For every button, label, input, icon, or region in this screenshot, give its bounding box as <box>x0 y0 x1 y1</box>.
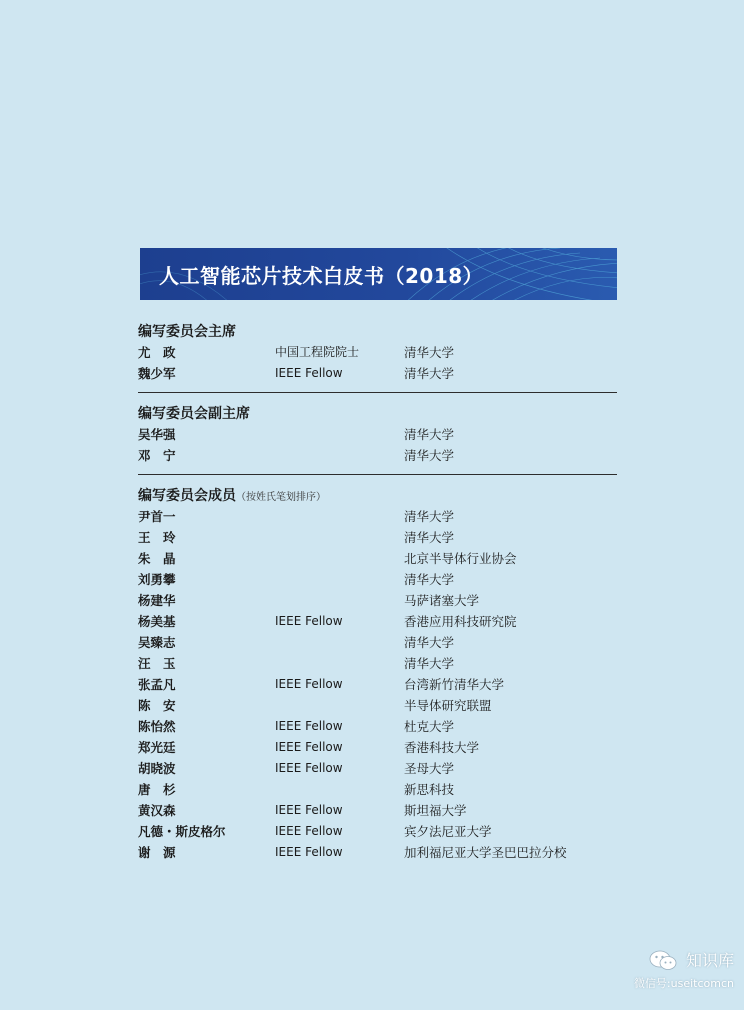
member-name: 凡德・斯皮格尔 <box>138 824 226 839</box>
watermark-subtitle: 微信号:useitcomcn <box>633 977 734 990</box>
member-org: 清华大学 <box>404 427 455 442</box>
member-title: IEEE Fellow <box>275 719 343 733</box>
member-row <box>138 842 617 863</box>
member-row <box>138 674 617 695</box>
member-org: 杜克大学 <box>404 719 455 734</box>
member-org: 清华大学 <box>404 530 455 545</box>
member-name: 胡晓波 <box>138 761 176 776</box>
member-org: 新思科技 <box>404 782 455 797</box>
document-title: 人工智能芯片技术白皮书（2018） <box>159 264 484 288</box>
member-row <box>138 716 617 737</box>
member-name: 魏少军 <box>138 366 176 381</box>
member-row <box>138 590 617 611</box>
member-name: 邓 宁 <box>138 448 176 463</box>
section-vice-chairs <box>138 404 617 466</box>
member-row <box>138 445 617 466</box>
member-name: 陈 安 <box>138 698 176 713</box>
member-name: 黄汉森 <box>138 803 176 818</box>
member-org: 宾夕法尼亚大学 <box>404 824 492 839</box>
section-title: 编写委员会主席 <box>138 324 236 340</box>
member-org: 北京半导体行业协会 <box>404 551 517 566</box>
member-row <box>138 424 617 445</box>
member-org: 半导体研究联盟 <box>404 698 492 713</box>
member-org: 香港科技大学 <box>404 740 480 755</box>
member-name: 尤 政 <box>138 345 176 360</box>
section-divider <box>138 392 617 393</box>
section-chairs <box>138 322 617 384</box>
member-org: 清华大学 <box>404 366 455 381</box>
member-row <box>138 653 617 674</box>
member-org: 清华大学 <box>404 509 455 524</box>
section-title: 编写委员会副主席 <box>138 406 250 422</box>
sort-order-note: （按姓氏笔划排序） <box>236 492 326 503</box>
member-name: 郑光廷 <box>138 740 176 755</box>
member-name: 陈怡然 <box>138 719 176 734</box>
section-divider <box>138 474 617 475</box>
member-name: 杨美基 <box>138 614 176 629</box>
member-name: 尹首一 <box>138 509 176 524</box>
member-org: 圣母大学 <box>404 761 455 776</box>
member-title: IEEE Fellow <box>275 803 343 817</box>
wechat-icon <box>648 949 678 971</box>
member-org: 斯坦福大学 <box>404 803 467 818</box>
member-org: 马萨诸塞大学 <box>404 593 480 608</box>
member-name: 刘勇攀 <box>138 572 176 587</box>
member-row <box>138 695 617 716</box>
member-row <box>138 342 617 363</box>
member-org: 加利福尼亚大学圣巴巴拉分校 <box>404 845 567 860</box>
member-row <box>138 737 617 758</box>
member-name: 张孟凡 <box>138 677 176 692</box>
member-name: 吴华强 <box>138 427 176 442</box>
member-title: IEEE Fellow <box>275 845 343 859</box>
section-title: 编写委员会成员（按姓氏笔划排序） <box>138 488 326 504</box>
committee-list <box>138 322 617 863</box>
member-name: 吴臻志 <box>138 635 176 650</box>
member-org: 台湾新竹清华大学 <box>404 677 505 692</box>
member-row <box>138 548 617 569</box>
member-name: 王 玲 <box>138 530 176 545</box>
member-row <box>138 506 617 527</box>
member-row <box>138 611 617 632</box>
title-banner <box>140 248 617 300</box>
member-title: IEEE Fellow <box>275 366 343 380</box>
member-title: IEEE Fellow <box>275 614 343 628</box>
member-title: IEEE Fellow <box>275 824 343 838</box>
member-org: 清华大学 <box>404 345 455 360</box>
member-row <box>138 779 617 800</box>
watermark-name: 知识库 <box>685 951 734 970</box>
member-row <box>138 632 617 653</box>
member-org: 清华大学 <box>404 448 455 463</box>
member-name: 杨建华 <box>138 593 176 608</box>
member-org: 清华大学 <box>404 656 455 671</box>
member-title: IEEE Fellow <box>275 761 343 775</box>
member-name: 唐 杉 <box>138 782 176 797</box>
member-name: 朱 晶 <box>138 551 176 566</box>
member-title: IEEE Fellow <box>275 677 343 691</box>
member-org: 清华大学 <box>404 572 455 587</box>
member-name: 汪 玉 <box>138 656 176 671</box>
member-title: IEEE Fellow <box>275 740 343 754</box>
member-org: 清华大学 <box>404 635 455 650</box>
section-members <box>138 486 617 863</box>
member-row <box>138 821 617 842</box>
member-row <box>138 527 617 548</box>
member-org: 香港应用科技研究院 <box>404 614 517 629</box>
member-row <box>138 800 617 821</box>
member-name: 谢 源 <box>138 845 176 860</box>
member-row <box>138 569 617 590</box>
member-row <box>138 758 617 779</box>
member-title: 中国工程院院士 <box>275 345 360 359</box>
member-row <box>138 363 617 384</box>
watermark <box>634 948 734 991</box>
